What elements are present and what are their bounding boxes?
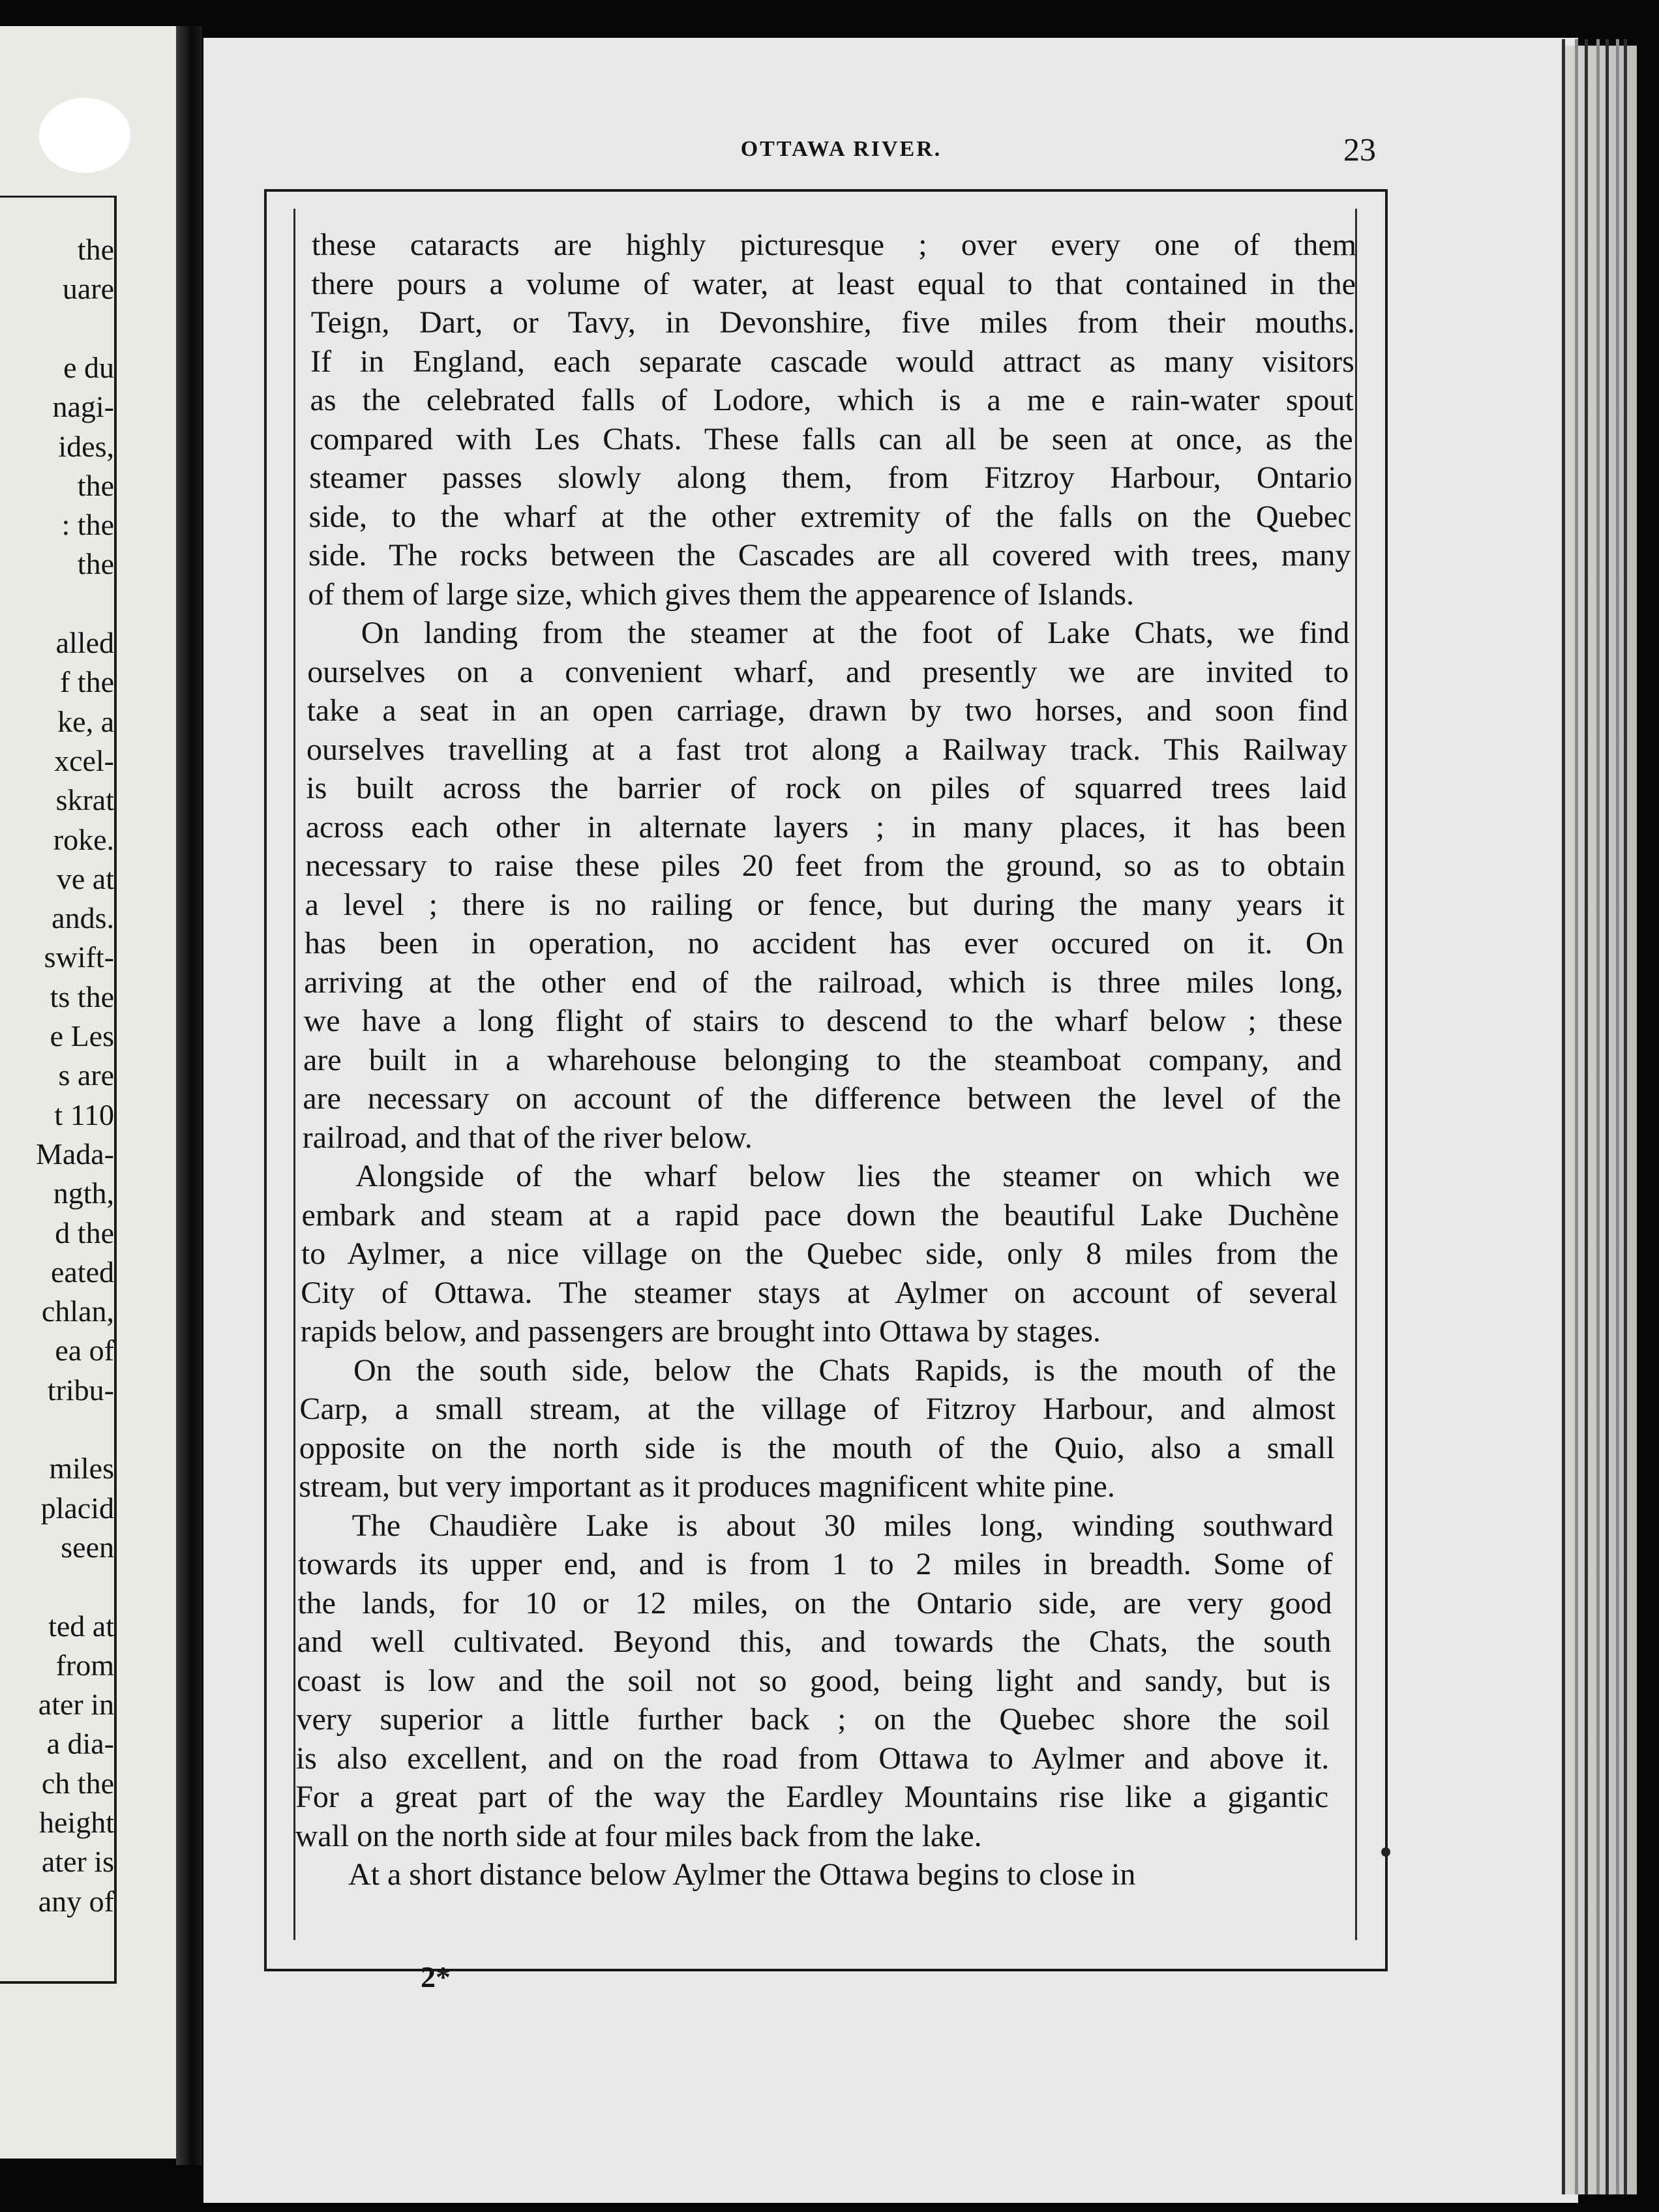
body-line: opposite on the north side is the mouth of the Quio, also a small: [299, 1430, 1335, 1465]
body-line: stream, but very important as it produces magnificent white pine.: [299, 1469, 1115, 1504]
left-page-line: swift-: [44, 940, 114, 974]
body-line: across each other in alternate layers ; in many places, it has been: [305, 809, 1346, 844]
body-line: these cataracts are highly picturesque ; over every one of them: [312, 228, 1356, 262]
body-line: and well cultivated. Beyond this, and towards the Chats, the south: [297, 1624, 1332, 1659]
page-number: 23: [1343, 131, 1376, 168]
body-line: the lands, for 10 or 12 miles, on the Ontario side, are very good: [297, 1585, 1332, 1621]
body-line: has been in operation, no accident has ever occured on it. On: [304, 926, 1344, 961]
left-page-line: the: [77, 233, 114, 266]
left-page-line: any of: [38, 1884, 114, 1918]
body-line: coast is low and the soil not so good, being light and sandy, but is: [297, 1663, 1331, 1698]
left-page-line: height: [39, 1806, 114, 1839]
body-line: necessary to raise these piles 20 feet from the ground, so as to obtain: [305, 848, 1345, 883]
body-line: rapids below, and passengers are brought into Ottawa by stages.: [300, 1314, 1101, 1349]
body-line: wall on the north side at four miles back from the lake.: [295, 1818, 982, 1853]
book-gutter: [176, 26, 202, 2165]
left-page-line: ke, a: [57, 704, 114, 738]
body-line: For a great part of the way the Eardley Mountains rise like a gigantic: [295, 1780, 1329, 1814]
body-line: side, to the wharf at the other extremity of the falls on the Quebec: [308, 499, 1352, 534]
left-page-line: seen: [61, 1530, 114, 1564]
body-line: very superior a little further back ; on the Quebec shore the soil: [296, 1702, 1330, 1737]
body-line: are necessary on account of the difference between the level of the: [303, 1081, 1341, 1116]
page-edge-line: [1624, 39, 1627, 2194]
body-line: City of Ottawa. The steamer stays at Aylmer on account of several: [301, 1275, 1338, 1310]
body-line: there pours a volume of water, at least equal to that contained in the: [311, 266, 1356, 301]
body-line: The Chaudière Lake is about 30 miles long, winding southward: [351, 1508, 1334, 1543]
body-line: On the south side, below the Chats Rapids, is the mouth of the: [353, 1353, 1336, 1388]
body-line: Teign, Dart, or Tavy, in Devonshire, five miles from their mouths.: [310, 305, 1355, 340]
body-line: as the celebrated falls of Lodore, which is a me e rain-water spout: [310, 383, 1354, 417]
page-edge-line: [1596, 39, 1600, 2194]
left-page-line: ea of: [55, 1334, 114, 1368]
left-page-line: : the: [61, 508, 114, 542]
page-edge-line: [1575, 39, 1578, 2194]
body-line: are built in a wharehouse belonging to the steamboat company, and: [303, 1042, 1342, 1077]
left-page-line: t 110: [54, 1098, 114, 1131]
left-page-line: miles: [49, 1452, 114, 1486]
body-line: If in England, each separate cascade would attract as many visitors: [310, 344, 1354, 379]
left-page-line: the: [77, 547, 114, 581]
page-edge-line: [1616, 39, 1619, 2194]
left-page-line: the: [77, 468, 114, 502]
body-line: Alongside of the wharf below lies the steamer on which we: [355, 1159, 1340, 1193]
ink-dot: [1381, 1847, 1390, 1857]
left-page-line: ted at: [48, 1609, 114, 1643]
page-edge-line: [1562, 39, 1565, 2194]
body-line: side. The rocks between the Cascades are all covered with trees, many: [308, 538, 1351, 573]
body-line: of them of large size, which gives them the appearence of Islands.: [308, 576, 1135, 612]
left-page-line: ater in: [38, 1688, 114, 1722]
left-page-line: s are: [58, 1058, 114, 1092]
left-page-line: ve at: [56, 861, 114, 895]
body-line: arriving at the other end of the railroad, which is three miles long,: [304, 964, 1343, 1000]
left-page-line: d the: [55, 1216, 114, 1249]
left-page-line: ch the: [41, 1766, 114, 1800]
signature-mark: 2*: [421, 1960, 451, 1994]
body-line: to Aylmer, a nice village on the Quebec side, only 8 miles from the: [301, 1236, 1339, 1271]
body-line: compared with Les Chats. These falls can all be seen at once, as the: [309, 421, 1353, 456]
left-page: [0, 26, 183, 2159]
body-line: railroad, and that of the river below.: [302, 1120, 753, 1155]
left-page-line: f the: [59, 665, 114, 699]
page-edge-line: [1585, 39, 1588, 2194]
body-line: embark and steam at a rapid pace down the beautiful Lake Duchène: [301, 1197, 1339, 1233]
body-line: a level ; there is no railing or fence, but during the many years it: [305, 887, 1345, 922]
body-line: take a seat in an open carriage, drawn by two horses, and soon find: [306, 693, 1349, 728]
left-page-line: from: [55, 1648, 114, 1682]
page-blemish: [39, 98, 130, 173]
left-page-line: eated: [50, 1255, 114, 1289]
left-page-line: alled: [55, 626, 114, 659]
body-line: we have a long flight of stairs to descend to the wharf below ; these: [303, 1004, 1343, 1038]
body-line: steamer passes slowly along them, from Fitzroy Harbour, Ontario: [309, 460, 1353, 495]
left-page-line: xcel-: [54, 743, 114, 777]
left-page-line: roke.: [53, 822, 114, 856]
left-page-line: nagi-: [52, 390, 114, 424]
body-line: At a short distance below Aylmer the Ottawa begins to close in: [348, 1857, 1136, 1892]
running-head: OTTAWA RIVER.: [740, 137, 942, 161]
left-page-line: ides,: [58, 429, 114, 463]
page-edge-line: [1606, 39, 1609, 2194]
left-page-line: placid: [40, 1491, 114, 1525]
left-page-line: ater is: [41, 1845, 114, 1879]
left-page-line: a dia-: [46, 1727, 114, 1761]
left-page-line: ands.: [52, 901, 114, 935]
left-page-line: e Les: [50, 1019, 114, 1053]
left-page-line: Mada-: [35, 1137, 114, 1171]
left-page-line: e du: [63, 350, 114, 384]
body-line: is also excellent, and on the road from Ottawa to Aylmer and above it.: [295, 1741, 1330, 1776]
left-page-line: uare: [62, 272, 114, 306]
left-page-line: ts the: [50, 979, 114, 1013]
left-page-line: ngth,: [53, 1176, 114, 1210]
body-line: Carp, a small stream, at the village of Fitzroy Harbour, and almost: [299, 1392, 1336, 1426]
left-page-line: skrat: [55, 783, 114, 817]
body-line: ourselves on a convenient wharf, and presently we are invited to: [307, 654, 1349, 689]
body-line: ourselves travelling at a fast trot along a Railway track. This Railway: [306, 732, 1348, 767]
body-line: is built across the barrier of rock on piles of squarred trees laid: [306, 771, 1347, 805]
body-line: towards its upper end, and is from 1 to 2 miles in breadth. Some of: [297, 1547, 1333, 1581]
body-line: On landing from the steamer at the foot of Lake Chats, we find: [361, 616, 1350, 650]
left-page-line: tribu-: [47, 1373, 114, 1407]
left-page-line: chlan,: [41, 1294, 114, 1328]
